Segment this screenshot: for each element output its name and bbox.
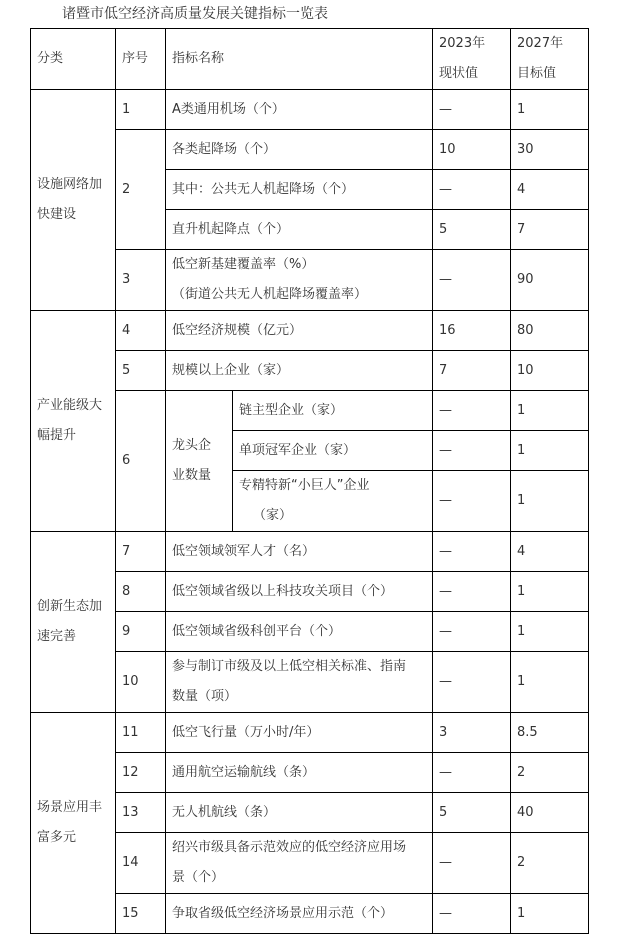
row-name: 单项冠军企业（家） (233, 431, 433, 471)
row-target: 40 (511, 793, 589, 833)
row-current: — (433, 471, 511, 532)
row-target: 7 (511, 210, 589, 250)
row-current: — (433, 612, 511, 652)
row-name: 规模以上企业（家） (166, 351, 433, 391)
row-no: 14 (116, 833, 166, 894)
row-name: 低空新基建覆盖率（%） （街道公共无人机起降场覆盖率） (166, 250, 433, 311)
category-cell: 产业能级大 幅提升 (31, 311, 116, 532)
row-no: 4 (116, 311, 166, 351)
row-target: 1 (511, 431, 589, 471)
row-current: 16 (433, 311, 511, 351)
row-current: — (433, 894, 511, 934)
row-name: 低空领域省级科创平台（个） (166, 612, 433, 652)
row-target: 8.5 (511, 713, 589, 753)
row-target: 1 (511, 572, 589, 612)
row-name: 通用航空运输航线（条） (166, 753, 433, 793)
row-name: 其中：公共无人机起降场（个） (166, 170, 433, 210)
row-no: 6 (116, 391, 166, 532)
row-name: 参与制订市级及以上低空相关标准、指南 数量（项） (166, 652, 433, 713)
group-label-cell: 龙头企 业数量 (166, 391, 233, 532)
row-current: — (433, 250, 511, 311)
header-no: 序号 (116, 29, 166, 90)
row-target: 30 (511, 130, 589, 170)
row-current: — (433, 833, 511, 894)
row-no: 7 (116, 532, 166, 572)
header-name: 指标名称 (166, 29, 433, 90)
row-target: 1 (511, 652, 589, 713)
row-target: 1 (511, 391, 589, 431)
row-target: 80 (511, 311, 589, 351)
row-target: 4 (511, 170, 589, 210)
row-name: A类通用机场（个） (166, 90, 433, 130)
row-current: — (433, 532, 511, 572)
row-no: 9 (116, 612, 166, 652)
row-name: 直升机起降点（个） (166, 210, 433, 250)
row-no: 15 (116, 894, 166, 934)
row-no: 10 (116, 652, 166, 713)
row-current: — (433, 431, 511, 471)
row-no: 1 (116, 90, 166, 130)
row-name: 无人机航线（条） (166, 793, 433, 833)
row-no: 8 (116, 572, 166, 612)
row-name: 链主型企业（家） (233, 391, 433, 431)
row-name: 专精特新“小巨人”企业 （家） (233, 471, 433, 532)
table-row (31, 532, 589, 572)
row-no: 2 (116, 130, 166, 250)
row-target: 4 (511, 532, 589, 572)
row-current: 10 (433, 130, 511, 170)
row-name: 低空领域省级以上科技攻关项目（个） (166, 572, 433, 612)
header-current: 2023年 现状值 (433, 29, 511, 90)
row-no: 5 (116, 351, 166, 391)
row-target: 1 (511, 612, 589, 652)
row-name: 各类起降场（个） (166, 130, 433, 170)
category-cell: 场景应用丰 富多元 (31, 713, 116, 934)
indicator-table (30, 28, 589, 934)
header-target: 2027年 目标值 (511, 29, 589, 90)
row-target: 1 (511, 90, 589, 130)
row-no: 13 (116, 793, 166, 833)
table-title: 诸暨市低空经济高质量发展关键指标一览表 (62, 6, 328, 22)
row-target: 1 (511, 894, 589, 934)
row-current: 7 (433, 351, 511, 391)
table-row (31, 90, 589, 130)
row-current: — (433, 753, 511, 793)
category-cell: 设施网络加 快建设 (31, 90, 116, 311)
header-row (31, 29, 589, 90)
row-no: 3 (116, 250, 166, 311)
row-target: 2 (511, 753, 589, 793)
row-no: 12 (116, 753, 166, 793)
row-no: 11 (116, 713, 166, 753)
category-cell: 创新生态加 速完善 (31, 532, 116, 713)
table-row (31, 713, 589, 753)
row-current: — (433, 391, 511, 431)
row-current: — (433, 170, 511, 210)
row-current: 5 (433, 210, 511, 250)
row-current: — (433, 572, 511, 612)
row-name: 低空飞行量（万小时/年） (166, 713, 433, 753)
row-name: 绍兴市级具备示范效应的低空经济应用场 景（个） (166, 833, 433, 894)
row-name: 低空经济规模（亿元） (166, 311, 433, 351)
row-target: 10 (511, 351, 589, 391)
row-current: 5 (433, 793, 511, 833)
row-name: 低空领域领军人才（名） (166, 532, 433, 572)
row-current: 3 (433, 713, 511, 753)
row-target: 2 (511, 833, 589, 894)
table-row (31, 311, 589, 351)
row-current: — (433, 90, 511, 130)
header-category: 分类 (31, 29, 116, 90)
row-target: 1 (511, 471, 589, 532)
row-current: — (433, 652, 511, 713)
row-target: 90 (511, 250, 589, 311)
row-name: 争取省级低空经济场景应用示范（个） (166, 894, 433, 934)
